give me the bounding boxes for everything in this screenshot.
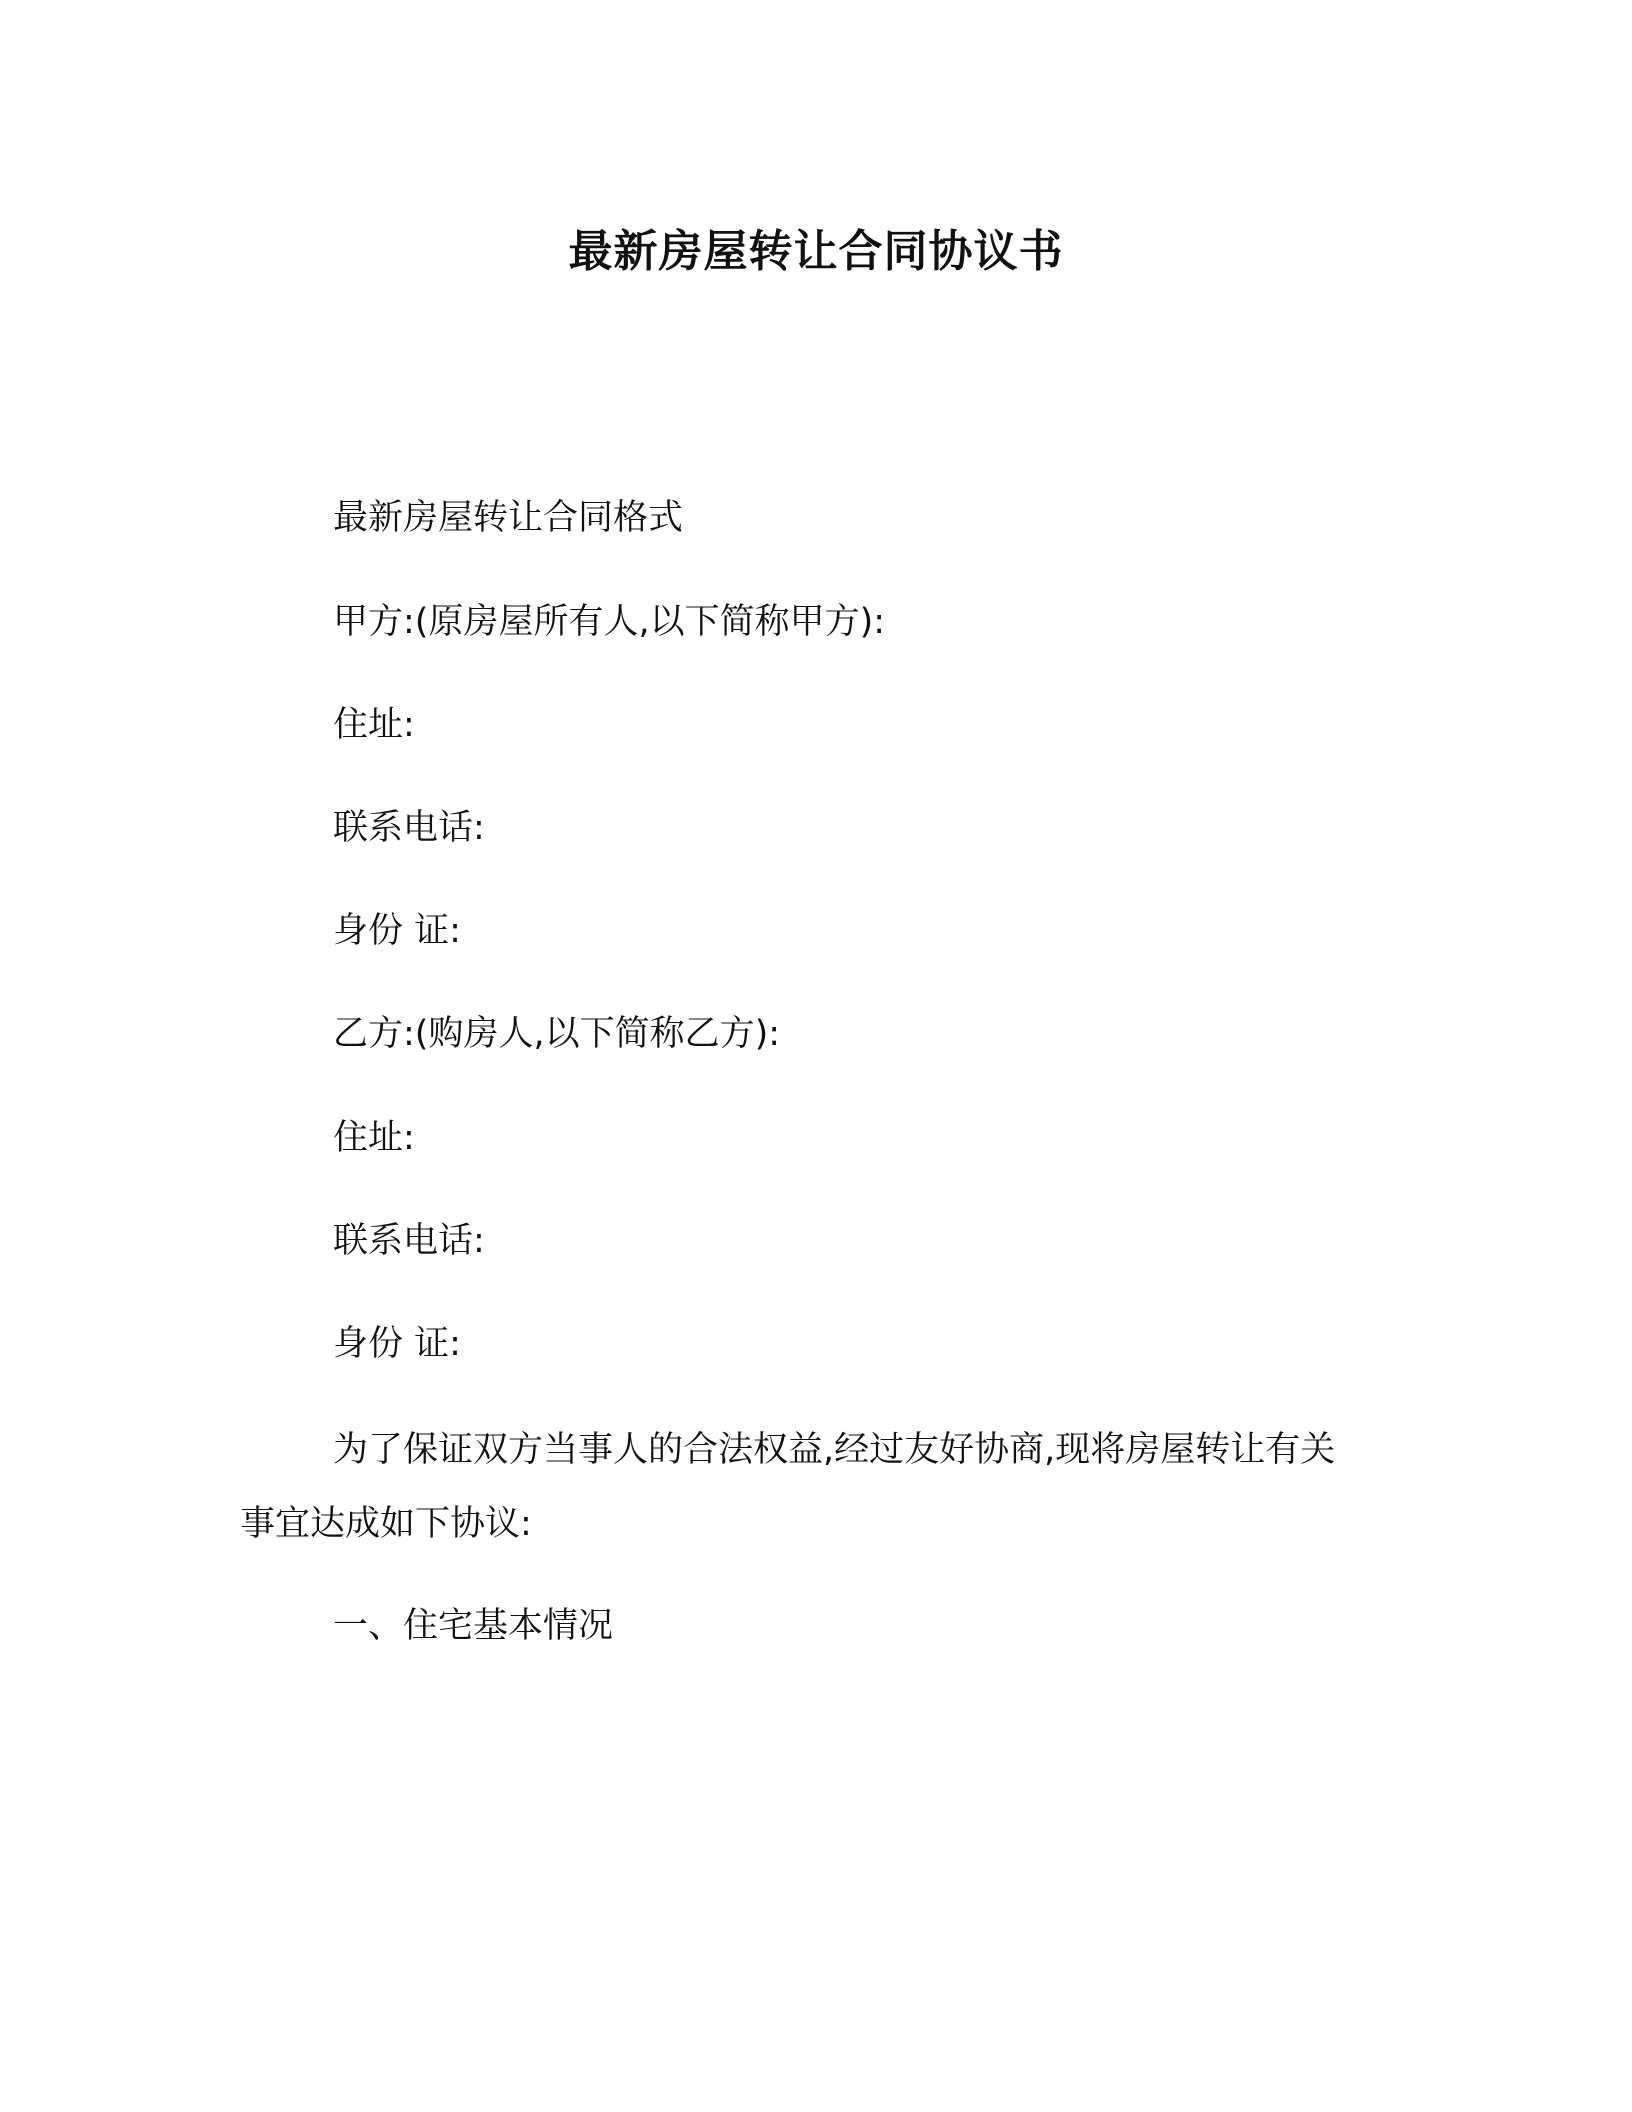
party-a-id-label: 身份 证: — [333, 911, 461, 951]
party-b-address-label: 住址: — [333, 1118, 415, 1158]
party-b-phone-label: 联系电话: — [333, 1221, 485, 1261]
contract-format-heading: 最新房屋转让合同格式 — [333, 498, 684, 538]
intro-paragraph: 为了保证双方当事人的合法权益,经过友好协商,现将房屋转让有关事宜达成如下协议: — [240, 1430, 1336, 1544]
section-1-heading: 一、住宅基本情况 — [333, 1606, 614, 1646]
party-a-heading: 甲方:(原房屋所有人,以下简称甲方): — [333, 602, 886, 642]
party-b-id-label: 身份 证: — [333, 1324, 461, 1364]
party-b-heading: 乙方:(购房人,以下简称乙方): — [333, 1014, 781, 1054]
document-title: 最新房屋转让合同协议书 — [568, 226, 1064, 277]
party-a-address-label: 住址: — [333, 705, 415, 745]
party-a-phone-label: 联系电话: — [333, 808, 485, 848]
